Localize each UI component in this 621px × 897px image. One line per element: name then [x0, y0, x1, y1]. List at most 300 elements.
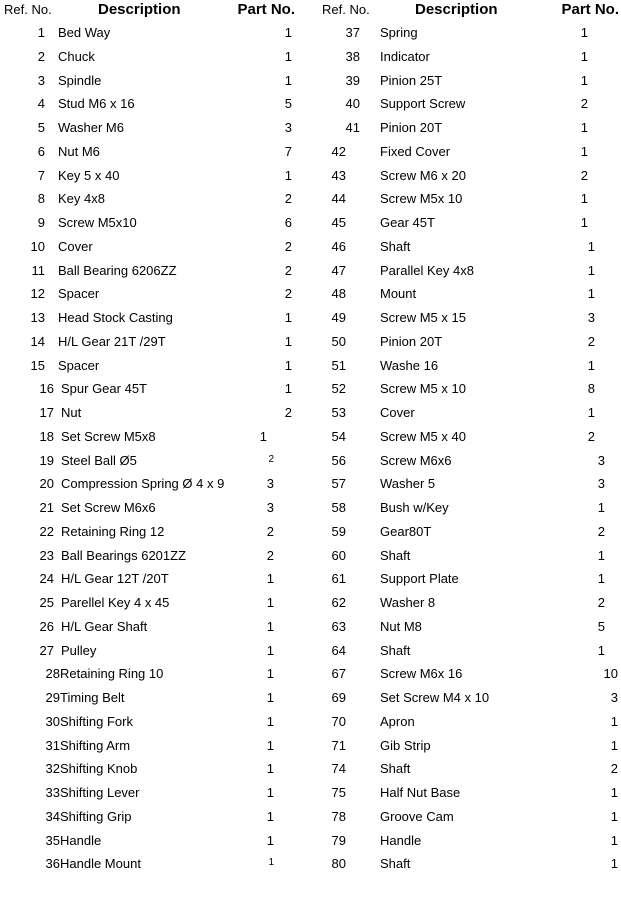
- ref-no-cell: 43: [331, 167, 346, 183]
- ref-no-cell: 3: [37, 72, 45, 88]
- table-row: [0, 187, 310, 211]
- table-row: [0, 710, 310, 734]
- description-cell: Spur Gear 45T: [61, 381, 147, 397]
- part-no-cell: 2: [284, 262, 292, 278]
- part-no-cell: 5: [284, 96, 292, 112]
- part-no-cell: 1: [284, 72, 292, 88]
- description-cell: Shaft: [380, 238, 411, 254]
- table-row: [0, 662, 310, 686]
- part-no-cell: 1: [610, 737, 618, 753]
- ref-no-cell: 28: [45, 666, 60, 682]
- ref-no-cell: 39: [345, 72, 360, 88]
- part-no-cell: 2: [580, 167, 588, 183]
- description-cell: Screw M5 x 40: [380, 428, 466, 444]
- table-row: [310, 354, 621, 378]
- table-row: [310, 211, 621, 235]
- ref-no-cell: 46: [331, 238, 346, 254]
- ref-no-cell: 38: [345, 48, 360, 64]
- part-no-cell: 3: [266, 476, 274, 492]
- parts-table-left: [0, 0, 310, 897]
- part-no-cell: 1: [266, 642, 274, 658]
- part-no-cell: 2: [266, 547, 274, 563]
- part-no-column-header: Part No.: [237, 1, 295, 18]
- table-row: [0, 449, 310, 473]
- table-row: [310, 377, 621, 401]
- part-no-cell: 1: [597, 547, 605, 563]
- ref-no-cell: 33: [45, 785, 60, 800]
- parts-table-right: [310, 0, 621, 897]
- table-row: [310, 330, 621, 354]
- part-no-cell: 1: [610, 785, 618, 800]
- part-no-cell: 1: [580, 191, 588, 207]
- ref-no-cell: 2: [37, 48, 45, 64]
- ref-no-cell: 54: [331, 428, 346, 444]
- description-cell: Retaining Ring 12: [61, 523, 165, 539]
- table-row: [0, 116, 310, 140]
- ref-no-cell: 80: [331, 856, 346, 872]
- ref-no-cell: 29: [45, 690, 60, 705]
- ref-no-cell: 27: [39, 642, 54, 658]
- description-cell: Washer M6: [58, 120, 124, 135]
- ref-no-cell: 37: [345, 25, 360, 40]
- description-cell: Pinion 25T: [380, 72, 443, 88]
- table-row: [310, 425, 621, 449]
- part-no-cell: 5: [597, 618, 605, 634]
- ref-no-column-header: Ref. No.: [322, 2, 370, 17]
- ref-no-cell: 61: [331, 571, 346, 587]
- ref-no-cell: 41: [345, 120, 360, 135]
- part-no-cell: 2: [266, 523, 274, 539]
- description-cell: Groove Cam: [380, 808, 454, 824]
- part-no-cell: 1: [587, 357, 595, 373]
- table-row: [310, 140, 621, 164]
- description-cell: Shaft: [380, 642, 411, 658]
- table-row: [0, 235, 310, 259]
- part-no-cell: 1: [284, 48, 292, 64]
- description-cell: H/L Gear Shaft: [61, 618, 148, 634]
- description-cell: Mount: [380, 286, 417, 302]
- description-cell: Support Plate: [380, 571, 459, 587]
- part-no-cell: 1: [587, 238, 595, 254]
- part-no-cell: 1: [266, 832, 274, 848]
- description-cell: Nut: [61, 405, 82, 420]
- description-cell: Screw M6x6: [380, 452, 452, 468]
- part-no-cell: 1: [580, 25, 588, 40]
- description-cell: Half Nut Base: [380, 785, 461, 800]
- part-no-cell: 1: [597, 571, 605, 587]
- description-cell: Pulley: [61, 642, 97, 658]
- description-column-header: Description: [415, 1, 498, 18]
- part-no-cell: 1: [587, 286, 595, 302]
- table-row: [0, 306, 310, 330]
- ref-no-cell: 64: [331, 642, 346, 658]
- description-cell: Spindle: [58, 72, 102, 88]
- description-cell: Bed Way: [58, 25, 111, 40]
- ref-no-cell: 57: [331, 476, 346, 492]
- part-no-cell: 1: [597, 500, 605, 515]
- description-cell: Washer 5: [380, 476, 436, 492]
- ref-no-cell: 69: [331, 690, 346, 705]
- ref-no-cell: 23: [39, 547, 54, 563]
- part-no-cell: 1: [284, 381, 292, 397]
- description-cell: Handle: [60, 832, 102, 848]
- ref-no-cell: 48: [331, 286, 346, 302]
- ref-no-cell: 20: [39, 476, 54, 492]
- table-row: [0, 401, 310, 425]
- part-no-cell: 1: [580, 48, 588, 64]
- description-cell: Apron: [380, 713, 415, 729]
- ref-no-cell: 19: [39, 452, 54, 468]
- ref-no-cell: 74: [331, 761, 346, 777]
- description-cell: Screw M6 x 20: [380, 167, 466, 183]
- part-no-cell: 2: [597, 595, 605, 610]
- ref-no-cell: 24: [39, 571, 54, 587]
- description-column-header: Description: [98, 1, 181, 18]
- ref-no-cell: 5: [37, 120, 45, 135]
- description-cell: Indicator: [380, 48, 430, 64]
- ref-no-cell: 35: [45, 832, 60, 848]
- table-row: [0, 496, 310, 520]
- description-cell: Support Screw: [380, 96, 466, 112]
- part-no-cell: 2: [610, 761, 618, 777]
- table-row: [310, 235, 621, 259]
- table-row: [310, 781, 621, 805]
- description-cell: Screw M5 x 15: [380, 310, 466, 325]
- table-row: [310, 686, 621, 710]
- part-no-cell: 1: [266, 785, 274, 800]
- ref-no-cell: 10: [30, 238, 45, 254]
- part-no-cell: 6: [284, 215, 292, 230]
- description-cell: Gear80T: [380, 523, 432, 539]
- description-cell: Shifting Arm: [60, 737, 131, 753]
- part-no-cell: 1: [580, 143, 588, 159]
- description-cell: Shaft: [380, 761, 411, 777]
- part-no-cell: 2: [580, 96, 588, 112]
- part-no-cell: 2: [284, 238, 292, 254]
- description-cell: Chuck: [58, 48, 95, 64]
- part-no-cell: 1: [587, 262, 595, 278]
- table-row: [310, 710, 621, 734]
- ref-no-cell: 31: [45, 737, 60, 753]
- table-row: [0, 211, 310, 235]
- ref-no-cell: 58: [331, 500, 346, 515]
- table-row: [0, 520, 310, 544]
- description-cell: Spring: [380, 25, 418, 40]
- ref-no-cell: 47: [331, 262, 346, 278]
- table-row: [310, 615, 621, 639]
- table-row: [0, 805, 310, 829]
- table-row: [0, 377, 310, 401]
- ref-no-cell: 8: [37, 191, 45, 207]
- part-no-cell: 2: [587, 428, 595, 444]
- description-cell: Spacer: [58, 286, 100, 302]
- table-row: [0, 354, 310, 378]
- table-row: [0, 829, 310, 853]
- table-row: [0, 852, 310, 876]
- description-cell: Screw M5x10: [58, 215, 137, 230]
- description-cell: Shifting Lever: [60, 785, 140, 800]
- part-no-cell: 1: [580, 72, 588, 88]
- table-row: [310, 496, 621, 520]
- part-no-cell: 3: [597, 452, 605, 468]
- part-no-cell: 1: [266, 737, 274, 753]
- part-no-cell: 1: [266, 713, 274, 729]
- table-row: [310, 259, 621, 283]
- table-row: [310, 829, 621, 853]
- description-cell: Ball Bearings 6201ZZ: [61, 547, 187, 563]
- part-no-cell: 1: [610, 856, 618, 872]
- ref-no-cell: 63: [331, 618, 346, 634]
- ref-no-cell: 32: [45, 761, 60, 777]
- part-no-cell: 1: [284, 167, 292, 183]
- table-row: [0, 330, 310, 354]
- table-row: [310, 662, 621, 686]
- ref-no-cell: 26: [39, 618, 54, 634]
- table-row: [310, 164, 621, 188]
- ref-no-cell: 11: [31, 262, 45, 278]
- description-cell: Handle Mount: [60, 856, 141, 872]
- rows-right: [310, 21, 621, 876]
- ref-no-cell: 1: [37, 25, 45, 40]
- part-no-cell: 2: [587, 333, 595, 349]
- table-row: [0, 282, 310, 306]
- ref-no-cell: 59: [331, 523, 346, 539]
- table-row: [0, 69, 310, 93]
- description-cell: Nut M6: [58, 143, 100, 159]
- table-row: [0, 164, 310, 188]
- part-no-cell: 10: [603, 666, 618, 682]
- table-row: [310, 69, 621, 93]
- table-row: [310, 591, 621, 615]
- table-row: [0, 425, 310, 449]
- part-no-cell: 2: [284, 191, 292, 207]
- description-cell: Ball Bearing 6206ZZ: [58, 262, 177, 278]
- rows-left: [0, 21, 310, 876]
- table-row: [310, 92, 621, 116]
- part-no-cell: 3: [587, 310, 595, 325]
- description-cell: Washe 16: [380, 357, 439, 373]
- part-no-cell: 1: [597, 642, 605, 658]
- table-row: [0, 591, 310, 615]
- ref-no-cell: 42: [331, 143, 346, 159]
- ref-no-cell: 71: [331, 737, 346, 753]
- table-row: [310, 21, 621, 45]
- description-cell: H/L Gear 12T /20T: [61, 571, 169, 587]
- ref-no-cell: 17: [39, 405, 54, 420]
- description-cell: Parellel Key 4 x 45: [61, 595, 170, 610]
- part-no-cell: 3: [610, 690, 618, 705]
- ref-no-cell: 62: [331, 595, 346, 610]
- ref-no-cell: 60: [331, 547, 346, 563]
- table-row: [0, 639, 310, 663]
- table-row: [0, 757, 310, 781]
- description-cell: Set Screw M5x8: [61, 428, 156, 444]
- table-row: [0, 92, 310, 116]
- description-cell: Washer 8: [380, 595, 436, 610]
- description-cell: Head Stock Casting: [58, 310, 173, 325]
- part-no-cell: 1: [266, 571, 274, 587]
- ref-no-cell: 12: [30, 286, 45, 302]
- description-cell: Timing Belt: [60, 690, 125, 705]
- description-cell: Key 5 x 40: [58, 167, 120, 183]
- ref-no-cell: 45: [331, 215, 346, 230]
- table-row: [0, 686, 310, 710]
- description-cell: Shifting Grip: [60, 808, 132, 824]
- ref-no-cell: 53: [331, 405, 346, 420]
- description-cell: Shifting Knob: [60, 761, 138, 777]
- part-no-cell: 1: [266, 808, 274, 824]
- description-cell: Compression Spring Ø 4 x 9: [61, 476, 225, 492]
- ref-no-cell: 75: [331, 785, 346, 800]
- description-cell: Pinion 20T: [380, 333, 443, 349]
- description-cell: Gear 45T: [380, 215, 435, 230]
- description-cell: Shaft: [380, 856, 411, 872]
- ref-no-cell: 79: [331, 832, 346, 848]
- table-row: [310, 282, 621, 306]
- part-no-cell: 3: [284, 120, 292, 135]
- ref-no-cell: 51: [331, 357, 346, 373]
- table-row: [310, 805, 621, 829]
- ref-no-cell: 78: [331, 808, 346, 824]
- ref-no-cell: 30: [45, 713, 60, 729]
- description-cell: Screw M5x 10: [380, 191, 463, 207]
- part-no-column-header: Part No.: [561, 1, 619, 18]
- part-no-cell: 7: [284, 143, 292, 159]
- description-cell: Shaft: [380, 547, 411, 563]
- part-no-cell: 2: [597, 523, 605, 539]
- description-cell: Gib Strip: [380, 737, 431, 753]
- part-no-cell: 1: [580, 215, 588, 230]
- part-no-cell: 1: [580, 120, 588, 135]
- description-cell: Stud M6 x 16: [58, 96, 135, 112]
- part-no-cell: 1: [587, 405, 595, 420]
- ref-no-cell: 21: [39, 500, 54, 515]
- ref-no-cell: 22: [39, 523, 54, 539]
- ref-no-cell: 52: [331, 381, 346, 397]
- part-no-cell: 3: [266, 500, 274, 515]
- table-row: [310, 639, 621, 663]
- ref-no-cell: 34: [45, 808, 60, 824]
- part-no-cell: 1: [266, 690, 274, 705]
- table-row: [310, 116, 621, 140]
- part-no-cell: 1: [266, 618, 274, 634]
- table-row: [0, 21, 310, 45]
- ref-no-cell: 16: [39, 381, 54, 397]
- description-cell: Shifting Fork: [60, 713, 133, 729]
- table-row: [310, 852, 621, 876]
- description-cell: Fixed Cover: [380, 143, 451, 159]
- description-cell: Retaining Ring 10: [60, 666, 164, 682]
- table-row: [310, 306, 621, 330]
- table-row: [0, 544, 310, 568]
- part-no-cell: 1: [284, 357, 292, 373]
- part-no-cell: 1: [284, 25, 292, 40]
- table-row: [310, 520, 621, 544]
- ref-no-cell: 13: [30, 310, 45, 325]
- table-row: [310, 187, 621, 211]
- ref-no-cell: 14: [30, 333, 45, 349]
- description-cell: Set Screw M4 x 10: [380, 690, 490, 705]
- part-no-cell: 2: [284, 405, 292, 420]
- table-row: [0, 734, 310, 758]
- description-cell: Pinion 20T: [380, 120, 443, 135]
- description-cell: Bush w/Key: [380, 500, 449, 515]
- table-row: [0, 567, 310, 591]
- ref-no-cell: 44: [331, 191, 346, 207]
- part-no-cell: 1: [259, 428, 267, 444]
- part-no-cell: 1: [610, 713, 618, 729]
- description-cell: Spacer: [58, 357, 100, 373]
- part-no-cell: 2: [268, 453, 274, 465]
- description-cell: Steel Ball Ø5: [61, 452, 137, 468]
- ref-no-cell: 7: [37, 167, 45, 183]
- table-header-left: [0, 3, 310, 21]
- table-row: [310, 472, 621, 496]
- ref-no-cell: 70: [331, 713, 346, 729]
- table-row: [0, 259, 310, 283]
- table-row: [0, 781, 310, 805]
- description-cell: Cover: [58, 238, 93, 254]
- table-row: [310, 45, 621, 69]
- part-no-cell: 1: [268, 857, 274, 869]
- ref-no-cell: 49: [331, 310, 346, 325]
- table-header-right: [310, 3, 621, 21]
- description-cell: Handle: [380, 832, 422, 848]
- table-row: [310, 544, 621, 568]
- table-row: [310, 401, 621, 425]
- part-no-cell: 1: [610, 832, 618, 848]
- table-row: [0, 140, 310, 164]
- ref-no-cell: 50: [331, 333, 346, 349]
- ref-no-cell: 36: [45, 856, 60, 872]
- ref-no-cell: 18: [39, 428, 54, 444]
- ref-no-cell: 4: [37, 96, 45, 112]
- description-cell: Screw M5 x 10: [380, 381, 466, 397]
- ref-no-cell: 56: [331, 452, 346, 468]
- ref-no-cell: 67: [331, 666, 346, 682]
- ref-no-column-header: Ref. No.: [4, 2, 52, 17]
- part-no-cell: 1: [284, 333, 292, 349]
- table-row: [310, 757, 621, 781]
- part-no-cell: 8: [587, 381, 595, 397]
- table-row: [310, 567, 621, 591]
- description-cell: Nut M8: [380, 618, 422, 634]
- part-no-cell: 1: [610, 808, 618, 824]
- description-cell: H/L Gear 21T /29T: [58, 333, 166, 349]
- description-cell: Set Screw M6x6: [61, 500, 156, 515]
- table-row: [0, 45, 310, 69]
- ref-no-cell: 15: [30, 357, 45, 373]
- table-row: [0, 472, 310, 496]
- part-no-cell: 1: [266, 666, 274, 682]
- ref-no-cell: 6: [37, 143, 45, 159]
- description-cell: Key 4x8: [58, 191, 105, 207]
- table-row: [310, 734, 621, 758]
- part-no-cell: 1: [266, 595, 274, 610]
- table-row: [0, 615, 310, 639]
- ref-no-cell: 25: [39, 595, 54, 610]
- part-no-cell: 2: [284, 286, 292, 302]
- table-row: [310, 449, 621, 473]
- ref-no-cell: 9: [37, 215, 45, 230]
- part-no-cell: 1: [266, 761, 274, 777]
- part-no-cell: 3: [597, 476, 605, 492]
- description-cell: Screw M6x 16: [380, 666, 463, 682]
- part-no-cell: 1: [284, 310, 292, 325]
- ref-no-cell: 40: [345, 96, 360, 112]
- description-cell: Parallel Key 4x8: [380, 262, 474, 278]
- description-cell: Cover: [380, 405, 415, 420]
